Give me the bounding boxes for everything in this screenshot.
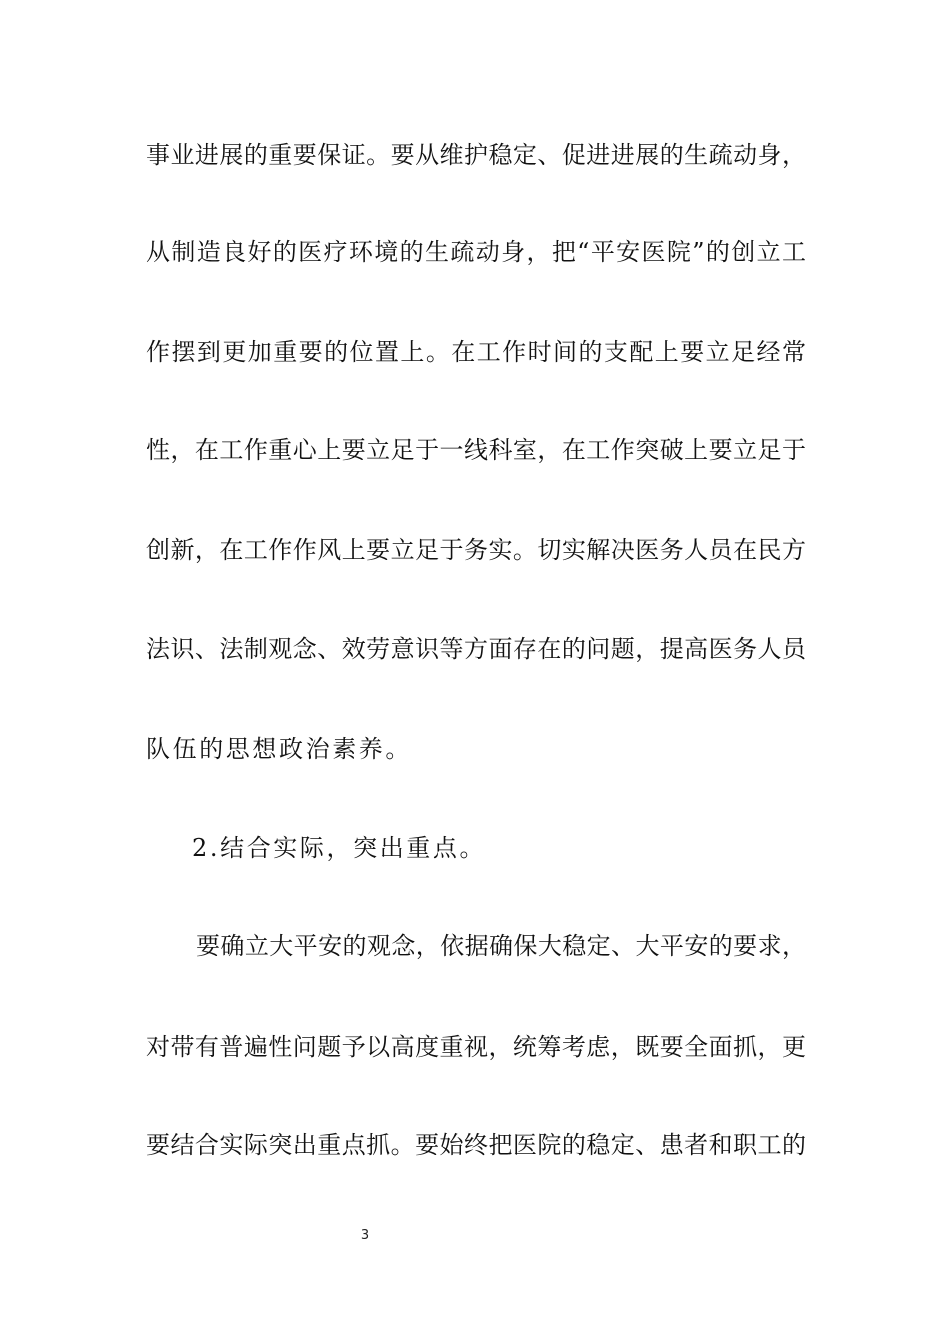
text-line-10: 对带有普遍性问题予以高度重视，统筹考虑，既要全面抓，更 <box>146 1033 806 1061</box>
text-line-3: 作摆到更加重要的位置上。在工作时间的支配上要立足经常 <box>146 338 806 366</box>
text-line-6: 法识、法制观念、效劳意识等方面存在的问题，提高医务人员 <box>146 635 806 663</box>
text-line-2: 从制造良好的医疗环境的生疏动身，把“平安医院”的创立工 <box>146 238 806 266</box>
text-line-1: 事业进展的重要保证。要从维护稳定、促进进展的生疏动身， <box>146 141 806 169</box>
text-line-5: 创新，在工作作风上要立足于务实。切实解决医务人员在民方 <box>146 536 806 564</box>
text-line-4: 性，在工作重心上要立足于一线科室，在工作突破上要立足于 <box>146 436 806 464</box>
text-line-11: 要结合实际突出重点抓。要始终把医院的稳定、患者和职工的 <box>146 1131 806 1159</box>
section-heading: 2.结合实际，突出重点。 <box>192 834 487 862</box>
text-line-7: 队伍的思想政治素养。 <box>146 735 412 763</box>
page-number: 3 <box>360 1228 370 1243</box>
text-line-9: 要确立大平安的观念，依据确保大稳定、大平安的要求， <box>196 932 806 960</box>
